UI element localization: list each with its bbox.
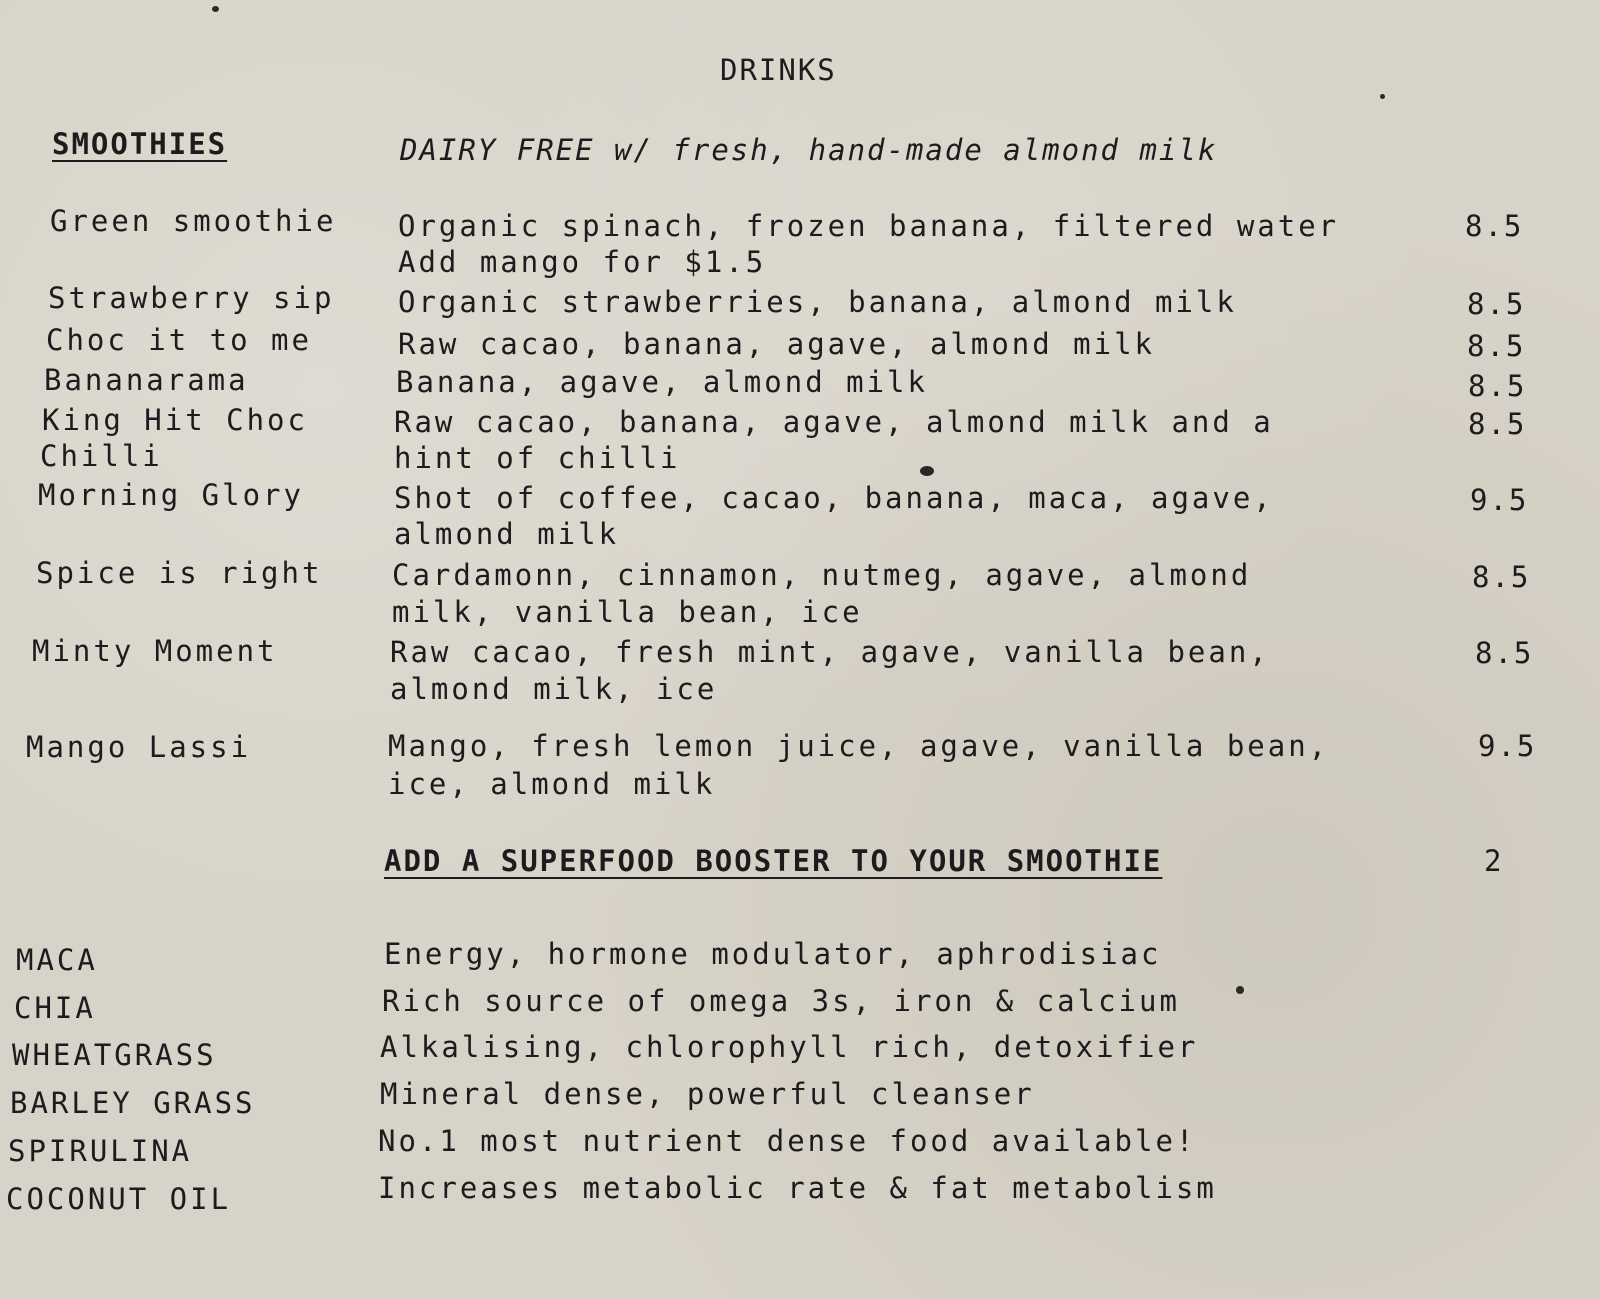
menu-title: DRINKS xyxy=(720,53,837,87)
item-price: 8.5 xyxy=(1467,329,1526,363)
item-description: Raw cacao, banana, agave, almond milk xyxy=(398,327,1156,361)
booster-name: SPIRULINA xyxy=(8,1134,193,1168)
section-subtitle: DAIRY FREE w/ fresh, hand-made almond milk xyxy=(400,133,1218,167)
booster-name: MACA xyxy=(16,943,98,977)
item-name: Bananarama xyxy=(44,363,249,397)
item-name: Choc it to me xyxy=(46,323,312,357)
item-description: milk, vanilla bean, ice xyxy=(392,595,863,629)
booster-description: No.1 most nutrient dense food available! xyxy=(378,1124,1197,1158)
booster-name: COCONUT OIL xyxy=(6,1182,232,1216)
item-description: ice, almond milk xyxy=(388,767,716,801)
booster-description: Increases metabolic rate & fat metabolism xyxy=(378,1171,1217,1205)
item-price: 8.5 xyxy=(1468,407,1527,441)
item-name: Morning Glory xyxy=(38,478,304,512)
booster-heading: ADD A SUPERFOOD BOOSTER TO YOUR SMOOTHIE xyxy=(384,844,1163,878)
item-description: almond milk, ice xyxy=(390,672,718,706)
item-description: Mango, fresh lemon juice, agave, vanilla bean, xyxy=(388,729,1330,763)
booster-name: WHEATGRASS xyxy=(12,1038,217,1072)
booster-name: CHIA xyxy=(14,991,96,1025)
paper-speck xyxy=(920,466,934,476)
booster-description: Rich source of omega 3s, iron & calcium xyxy=(382,984,1180,1018)
booster-description: Alkalising, chlorophyll rich, detoxifier xyxy=(380,1030,1199,1064)
paper-speck xyxy=(212,6,219,12)
item-name: Minty Moment xyxy=(32,634,278,668)
item-description: Raw cacao, fresh mint, agave, vanilla bean, xyxy=(390,635,1270,669)
booster-price: 2 xyxy=(1484,844,1504,878)
booster-description: Energy, hormone modulator, aphrodisiac xyxy=(384,937,1162,971)
booster-description: Mineral dense, powerful cleanser xyxy=(380,1077,1035,1111)
item-description: Organic strawberries, banana, almond milk xyxy=(398,285,1237,319)
item-price: 9.5 xyxy=(1478,729,1537,763)
item-price: 8.5 xyxy=(1467,287,1526,321)
item-description: Raw cacao, banana, agave, almond milk and a xyxy=(394,405,1274,439)
item-name: Spice is right xyxy=(36,556,323,590)
paper-speck xyxy=(1380,94,1385,99)
item-name: Mango Lassi xyxy=(26,730,252,764)
item-price: 8.5 xyxy=(1468,369,1527,403)
item-price: 9.5 xyxy=(1470,483,1529,517)
item-description: almond milk xyxy=(394,517,620,551)
item-price: 8.5 xyxy=(1472,560,1531,594)
booster-name: BARLEY GRASS xyxy=(10,1086,256,1120)
item-name: Strawberry sip xyxy=(48,281,335,315)
item-name: Green smoothie xyxy=(50,204,337,238)
item-price: 8.5 xyxy=(1475,636,1534,670)
item-description: Shot of coffee, cacao, banana, maca, agave, xyxy=(394,481,1274,515)
item-description: Cardamonn, cinnamon, nutmeg, agave, almond xyxy=(392,558,1252,592)
item-description: Add mango for $1.5 xyxy=(398,245,767,279)
item-description: Organic spinach, frozen banana, filtered water xyxy=(398,209,1340,243)
item-description: Banana, agave, almond milk xyxy=(396,365,928,399)
item-name: Chilli xyxy=(40,439,163,473)
item-description: hint of chilli xyxy=(394,441,681,475)
item-price: 8.5 xyxy=(1465,209,1524,243)
paper-speck xyxy=(1236,986,1244,994)
section-heading-smoothies: SMOOTHIES xyxy=(52,127,228,161)
item-name: King Hit Choc xyxy=(42,403,308,437)
